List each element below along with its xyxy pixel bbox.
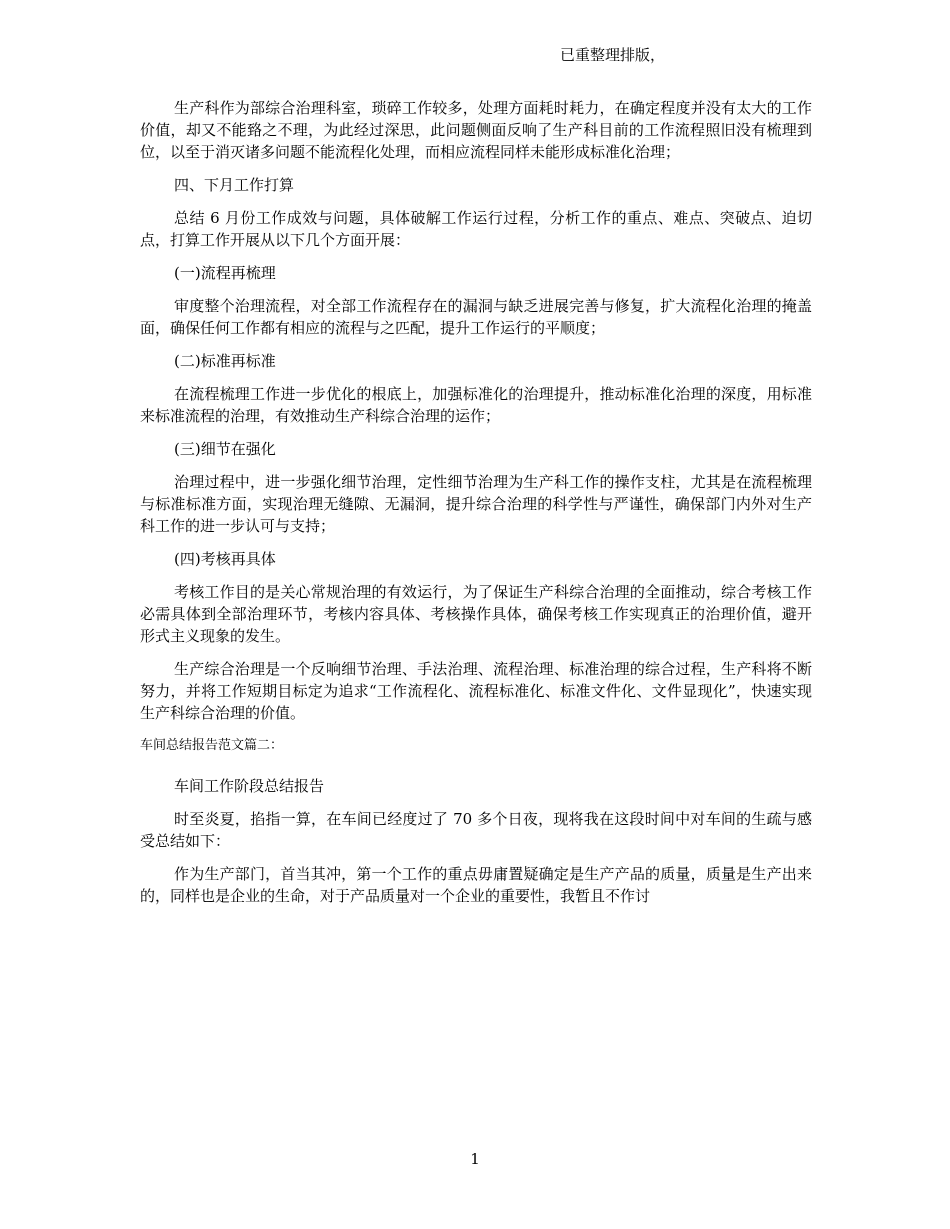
paragraph: 在流程梳理工作进一步优化的根底上，加强标准化的治理提升，推动标准化治理的深度，用标准来标准流程的治理，有效推动生产科综合治理的运作； — [140, 385, 812, 425]
header-note: 已重整理排版， — [560, 46, 666, 64]
subsection-heading: (二)标准再标准 — [174, 352, 276, 370]
subsection-heading: (四)考核再具体 — [174, 550, 276, 568]
document-body — [140, 97, 812, 918]
paragraph: 治理过程中，进一步强化细节治理，定性细节治理为生产科工作的操作支柱，尤其是在流程梳理与标准标准方面，实现治理无缝隙、无漏洞，提升综合治理的科学性与严谨性，确保部门内外对生产科工作的进一步认可与支持； — [140, 473, 812, 535]
paragraph: 生产科作为部综合治理科室，琐碎工作较多，处理方面耗时耗力，在确定程度并没有太大的工作价值，却又不能臵之不理，为此经过深思，此问题侧面反响了生产科目前的工作流程照旧没有梳理到位，以至于消灭诸多问题不能流程化处理，而相应流程同样未能形成标准化治理； — [140, 99, 812, 161]
paragraph: 考核工作目的是关心常规治理的有效运行，为了保证生产科综合治理的全面推动，综合考核工作必需具体到全部治理环节，考核内容具体、考核操作具体，确保考核工作实现真正的治理价值，避开形式主义现象的发生。 — [140, 583, 812, 645]
subsection-heading: (三)细节在强化 — [174, 440, 276, 458]
subsection-heading: (一)流程再梳理 — [174, 264, 276, 282]
page-number: 1 — [470, 1150, 480, 1168]
paragraph: 生产综合治理是一个反响细节治理、手法治理、流程治理、标准治理的综合过程，生产科将不断努力，并将工作短期目标定为追求“工作流程化、流程标准化、标准文件化、文件显现化”，快速实现生产科综合治理的价值。 — [140, 660, 812, 722]
paragraph: 审度整个治理流程，对全部工作流程存在的漏洞与缺乏进展完善与修复，扩大流程化治理的掩盖面，确保任何工作都有相应的流程与之匹配，提升工作运行的平顺度； — [140, 297, 812, 337]
section-label: 车间总结报告范文篇二： — [140, 738, 284, 753]
paragraph: 时至炎夏，掐指一算，在车间已经度过了 70 多个日夜，现将我在这段时间中对车间的生疏与感受总结如下： — [140, 810, 812, 850]
paragraph: 总结 6 月份工作成效与问题，具体破解工作运行过程，分析工作的重点、难点、突破点、迫切点，打算工作开展从以下几个方面开展： — [140, 209, 812, 249]
paragraph: 作为生产部门，首当其冲，第一个工作的重点毋庸置疑确定是生产产品的质量，质量是生产出来的，同样也是企业的生命，对于产品质量对一个企业的重要性，我暂且不作讨 — [140, 865, 812, 905]
section-heading: 四、下月工作打算 — [174, 176, 295, 194]
report-title: 车间工作阶段总结报告 — [174, 777, 325, 795]
